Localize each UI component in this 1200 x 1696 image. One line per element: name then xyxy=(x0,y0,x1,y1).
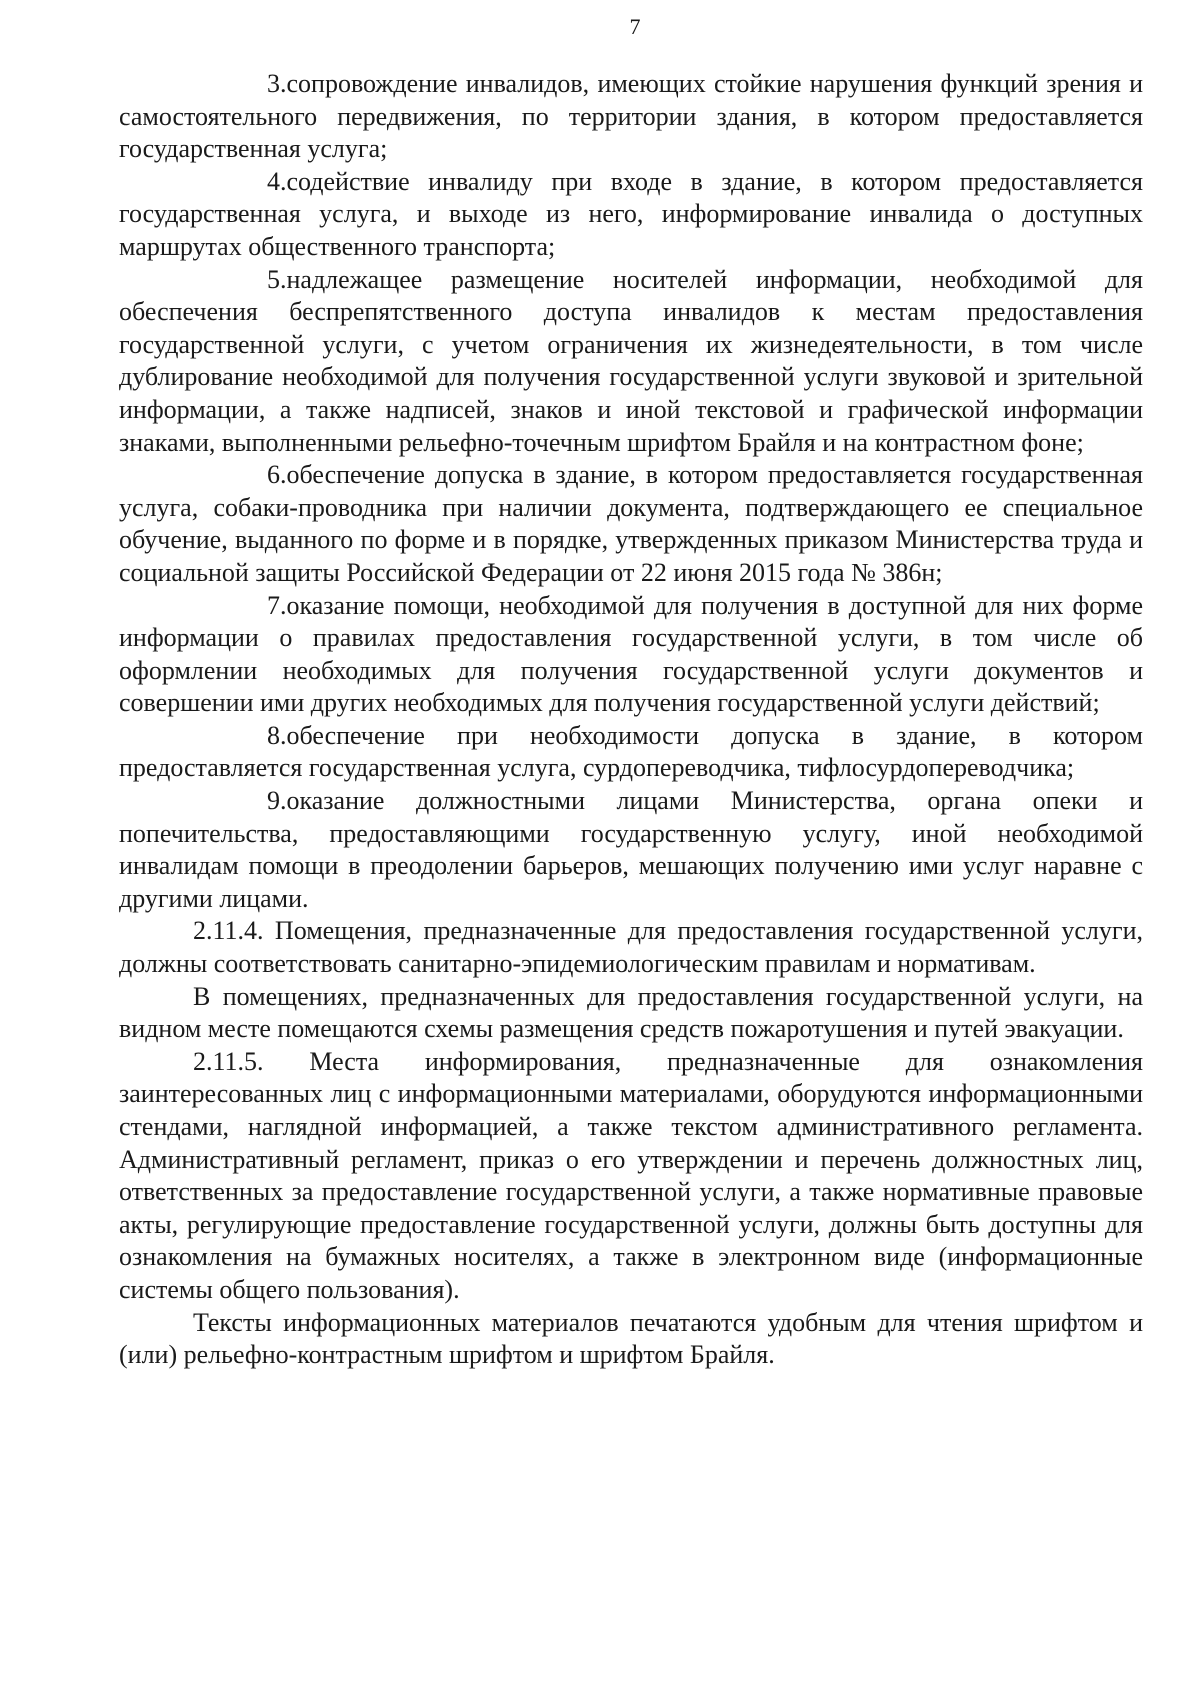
paragraph-text: содействие инвалиду при входе в здание, в котором предоставляется государственная услуга, и выходе из него, информирование инвалида о доступных маршрутах общественного транспорта; xyxy=(119,166,1143,261)
list-item-7 xyxy=(119,590,1143,720)
list-number: 8. xyxy=(267,720,287,750)
paragraph-text: Тексты информационных материалов печатаются удобным для чтения шрифтом и (или) рельефно-контрастным шрифтом и шрифтом Брайля. xyxy=(119,1307,1143,1370)
paragraph-text: оказание должностными лицами Министерства, органа опеки и попечительства, предоставляющими государственную услугу, иной необходимой инвалидам помощи в преодолении барьеров, мешающих получению ими услуг наравне с другими лицами. xyxy=(119,786,1143,913)
list-number: 9. xyxy=(267,786,287,816)
paragraph-text: 2.11.4. Помещения, предназначенные для предоставления государственной услуги, должны соответствовать санитарно-эпидемиологическим правилам и нормативам. xyxy=(119,916,1143,979)
paragraph-text: 2.11.5. Места информирования, предназначенные для ознакомления заинтересованных лиц с информационными материалами, оборудуются информационными стендами, наглядной информацией, а также текстом административного регламента. Административный регламент, приказ о его утверждении и перечень должностных лиц, ответственных за предоставление государственной услуги, а также нормативные правовые акты, регулирующие предоставление государственной услуги, должны быть доступны для ознакомления на бумажных носителях, а также в электронном виде (информационные системы общего пользования). xyxy=(119,1046,1143,1304)
paragraph-text: сопровождение инвалидов, имеющих стойкие нарушения функций зрения и самостоятельного передвижения, по территории здания, в котором предоставляется государственная услуга; xyxy=(119,69,1143,164)
list-item-6 xyxy=(119,459,1143,589)
list-number: 5. xyxy=(267,264,287,294)
paragraph-text: оказание помощи, необходимой для получения в доступной для них форме информации о правилах предоставления государственной услуги, в том числе об оформлении необходимых для получения государственной услуги документов и совершении ими других необходимых для получения государственной услуги действий; xyxy=(119,590,1143,718)
list-number: 3. xyxy=(267,69,287,98)
list-item-4 xyxy=(119,166,1143,264)
paragraph-text: обеспечение допуска в здание, в котором предоставляется государственная услуга, собаки-проводника при наличии документа, подтверждающего ее специальное обучение, выданного по форме и в порядке, утвержденных приказом Министерства труда и социальной защиты Российской Федерации от 22 июня 2015 года № 386н; xyxy=(119,460,1143,587)
list-number: 6. xyxy=(267,460,287,490)
paragraph-text: надлежащее размещение носителей информации, необходимой для обеспечения беспрепятственного доступа инвалидов к местам предоставления государственной услуги, с учетом ограничения их жизнедеятельности, в том числе дублирование необходимой для получения государственной услуги звуковой и зрительной информации, а также надписей, знаков и иной текстовой и графической информации знаками, выполненными рельефно-точечным шрифтом Брайля и на контрастном фоне; xyxy=(119,264,1143,457)
list-item-9 xyxy=(119,785,1143,915)
section-2-11-4 xyxy=(119,915,1143,980)
list-number: 7. xyxy=(267,590,287,620)
document-body xyxy=(119,68,1143,1372)
paragraph-braille xyxy=(119,1307,1143,1372)
paragraph-text: В помещениях, предназначенных для предоставления государственной услуги, на видном месте помещаются схемы размещения средств пожаротушения и путей эвакуации. xyxy=(119,981,1143,1044)
paragraph-evacuation xyxy=(119,981,1143,1046)
page-number: 7 xyxy=(629,14,641,39)
paragraph-text: обеспечение при необходимости допуска в здание, в котором предоставляется государственная услуга, сурдопереводчика, тифлосурдопереводчика; xyxy=(119,720,1143,783)
list-number: 4. xyxy=(267,166,287,196)
list-item-5 xyxy=(119,264,1143,460)
list-item-8 xyxy=(119,720,1143,785)
list-item-3 xyxy=(119,68,1143,166)
section-2-11-5 xyxy=(119,1046,1143,1307)
